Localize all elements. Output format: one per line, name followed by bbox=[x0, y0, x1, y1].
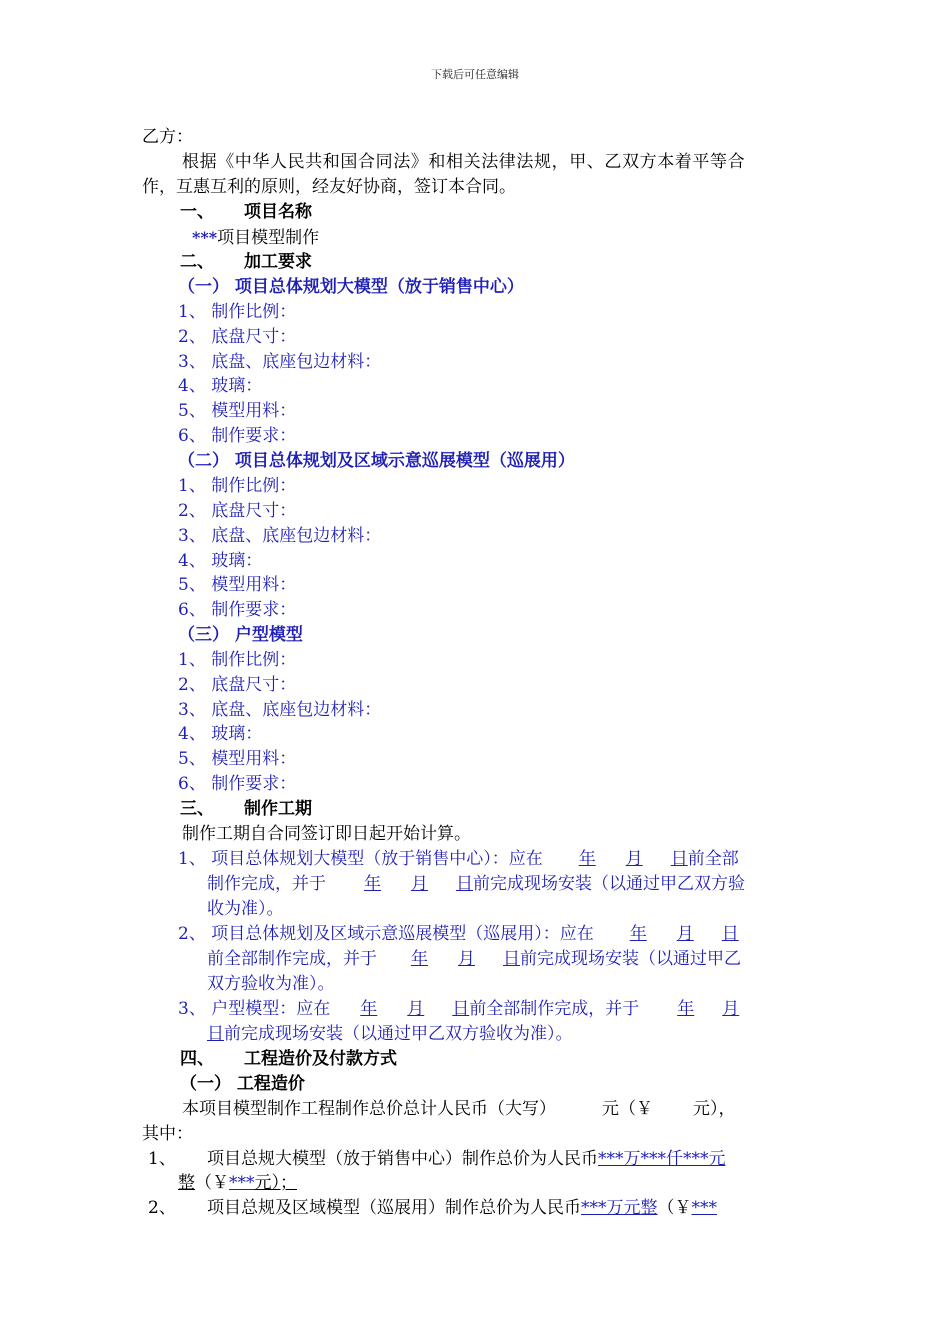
date-blank: 年 月 日 bbox=[578, 849, 688, 869]
group-1-title: （一） 项目总体规划大模型（放于销售中心） bbox=[178, 277, 524, 297]
date-blank: 年 月 日 bbox=[360, 999, 470, 1019]
project-name-text: 项目模型制作 bbox=[217, 228, 320, 248]
group-3-item: 4、 玻璃： bbox=[178, 724, 263, 744]
group-2-item: 5、 模型用料： bbox=[178, 575, 297, 595]
cost-item-2-number: 2、 bbox=[148, 1198, 176, 1218]
date-blank: 年 月 日 bbox=[411, 949, 520, 969]
period-item-3-line-1: 3、 户型模型：应在 年 月 日前全部制作完成，并于 年 月 bbox=[178, 999, 740, 1019]
section-2-title: 加工要求 bbox=[244, 252, 312, 272]
cost-item-1-number: 1、 bbox=[148, 1149, 176, 1169]
group-3-title: （三） 户型模型 bbox=[178, 625, 303, 645]
intro-line-1: 根据《中华人民共和国合同法》和相关法律法规，甲、乙双方本着平等合 bbox=[182, 152, 746, 172]
group-1-item: 1、 制作比例： bbox=[178, 302, 297, 322]
intro-line-2: 作，互惠互利的原则，经友好协商，签订本合同。 bbox=[142, 177, 516, 197]
date-blank: 年 月 日 bbox=[629, 924, 739, 944]
group-2-item: 3、 底盘、底座包边材料： bbox=[178, 526, 382, 546]
group-1-item: 5、 模型用料： bbox=[178, 401, 297, 421]
cost-total-line: 本项目模型制作工程制作总价总计人民币（大写） 元（￥ 元）， bbox=[182, 1099, 736, 1119]
date-blank: 年 月 bbox=[677, 999, 740, 1019]
section-3-title: 制作工期 bbox=[244, 799, 312, 819]
project-name bbox=[192, 228, 319, 248]
group-1-item: 6、 制作要求： bbox=[178, 426, 297, 446]
amount-blank bbox=[556, 1099, 602, 1119]
group-2-title: （二） 项目总体规划及区域示意巡展模型（巡展用） bbox=[178, 451, 575, 471]
amount-blank bbox=[653, 1099, 693, 1119]
group-3-item: 3、 底盘、底座包边材料： bbox=[178, 700, 382, 720]
section-4-title: 工程造价及付款方式 bbox=[244, 1049, 397, 1069]
group-3-item: 6、 制作要求： bbox=[178, 774, 297, 794]
period-item-1-line-3: 收为准）。 bbox=[207, 899, 284, 919]
group-2-item: 1、 制作比例： bbox=[178, 476, 297, 496]
period-item-2-line-2: 前全部制作完成，并于 年 月 日前完成现场安装（以通过甲乙 bbox=[207, 949, 741, 969]
group-2-item: 6、 制作要求： bbox=[178, 600, 297, 620]
group-3-item: 1、 制作比例： bbox=[178, 650, 297, 670]
period-intro: 制作工期自合同签订即日起开始计算。 bbox=[182, 824, 471, 844]
cost-item-1-line-1: 项目总规大模型（放于销售中心）制作总价为人民币***万***仟***元 bbox=[207, 1149, 726, 1169]
section-3-number: 三、 bbox=[180, 799, 214, 819]
cost-subsection-title: （一） 工程造价 bbox=[180, 1074, 305, 1094]
cost-breakdown-label: 其中： bbox=[142, 1124, 193, 1144]
period-item-1-line-2: 制作完成，并于 年 月 日前完成现场安装（以通过甲乙双方验 bbox=[207, 874, 745, 894]
cost-item-2-amount: ***万元整 bbox=[581, 1198, 658, 1218]
group-2-item: 2、 底盘尺寸： bbox=[178, 501, 297, 521]
group-1-item: 2、 底盘尺寸： bbox=[178, 327, 297, 347]
section-1-number: 一、 bbox=[180, 202, 214, 222]
period-item-2-line-1: 2、 项目总体规划及区域示意巡展模型（巡展用）：应在 年 月 日 bbox=[178, 924, 739, 944]
section-2-number: 二、 bbox=[180, 252, 214, 272]
group-1-item: 4、 玻璃： bbox=[178, 376, 263, 396]
section-4-number: 四、 bbox=[180, 1049, 214, 1069]
period-item-2-line-3: 双方验收为准）。 bbox=[207, 974, 335, 994]
page-header: 下载后可任意编辑 bbox=[431, 68, 519, 81]
period-item-1-text: 1、 项目总体规划大模型（放于销售中心）：应在 bbox=[178, 849, 543, 869]
group-3-item: 2、 底盘尺寸： bbox=[178, 675, 297, 695]
period-item-3-line-2: 日前完成现场安装（以通过甲乙双方验收为准）。 bbox=[207, 1024, 573, 1044]
period-item-1-line-1: 1、 项目总体规划大模型（放于销售中心）：应在 年 月 日前全部 bbox=[178, 849, 739, 869]
cost-item-1-line-2: 整（￥***元）； bbox=[178, 1173, 297, 1193]
section-1-title: 项目名称 bbox=[244, 202, 312, 222]
project-name-placeholder: *** bbox=[192, 228, 218, 247]
cost-item-2-line-1: 项目总规及区域模型（巡展用）制作总价为人民币***万元整（￥*** bbox=[207, 1198, 717, 1218]
group-1-item: 3、 底盘、底座包边材料： bbox=[178, 352, 382, 372]
cost-item-1-amount: ***万***仟***元 bbox=[598, 1149, 726, 1169]
group-2-item: 4、 玻璃： bbox=[178, 551, 263, 571]
group-3-item: 5、 模型用料： bbox=[178, 749, 297, 769]
party-b-label: 乙方： bbox=[142, 127, 193, 147]
date-blank: 年 月 日 bbox=[364, 874, 473, 894]
